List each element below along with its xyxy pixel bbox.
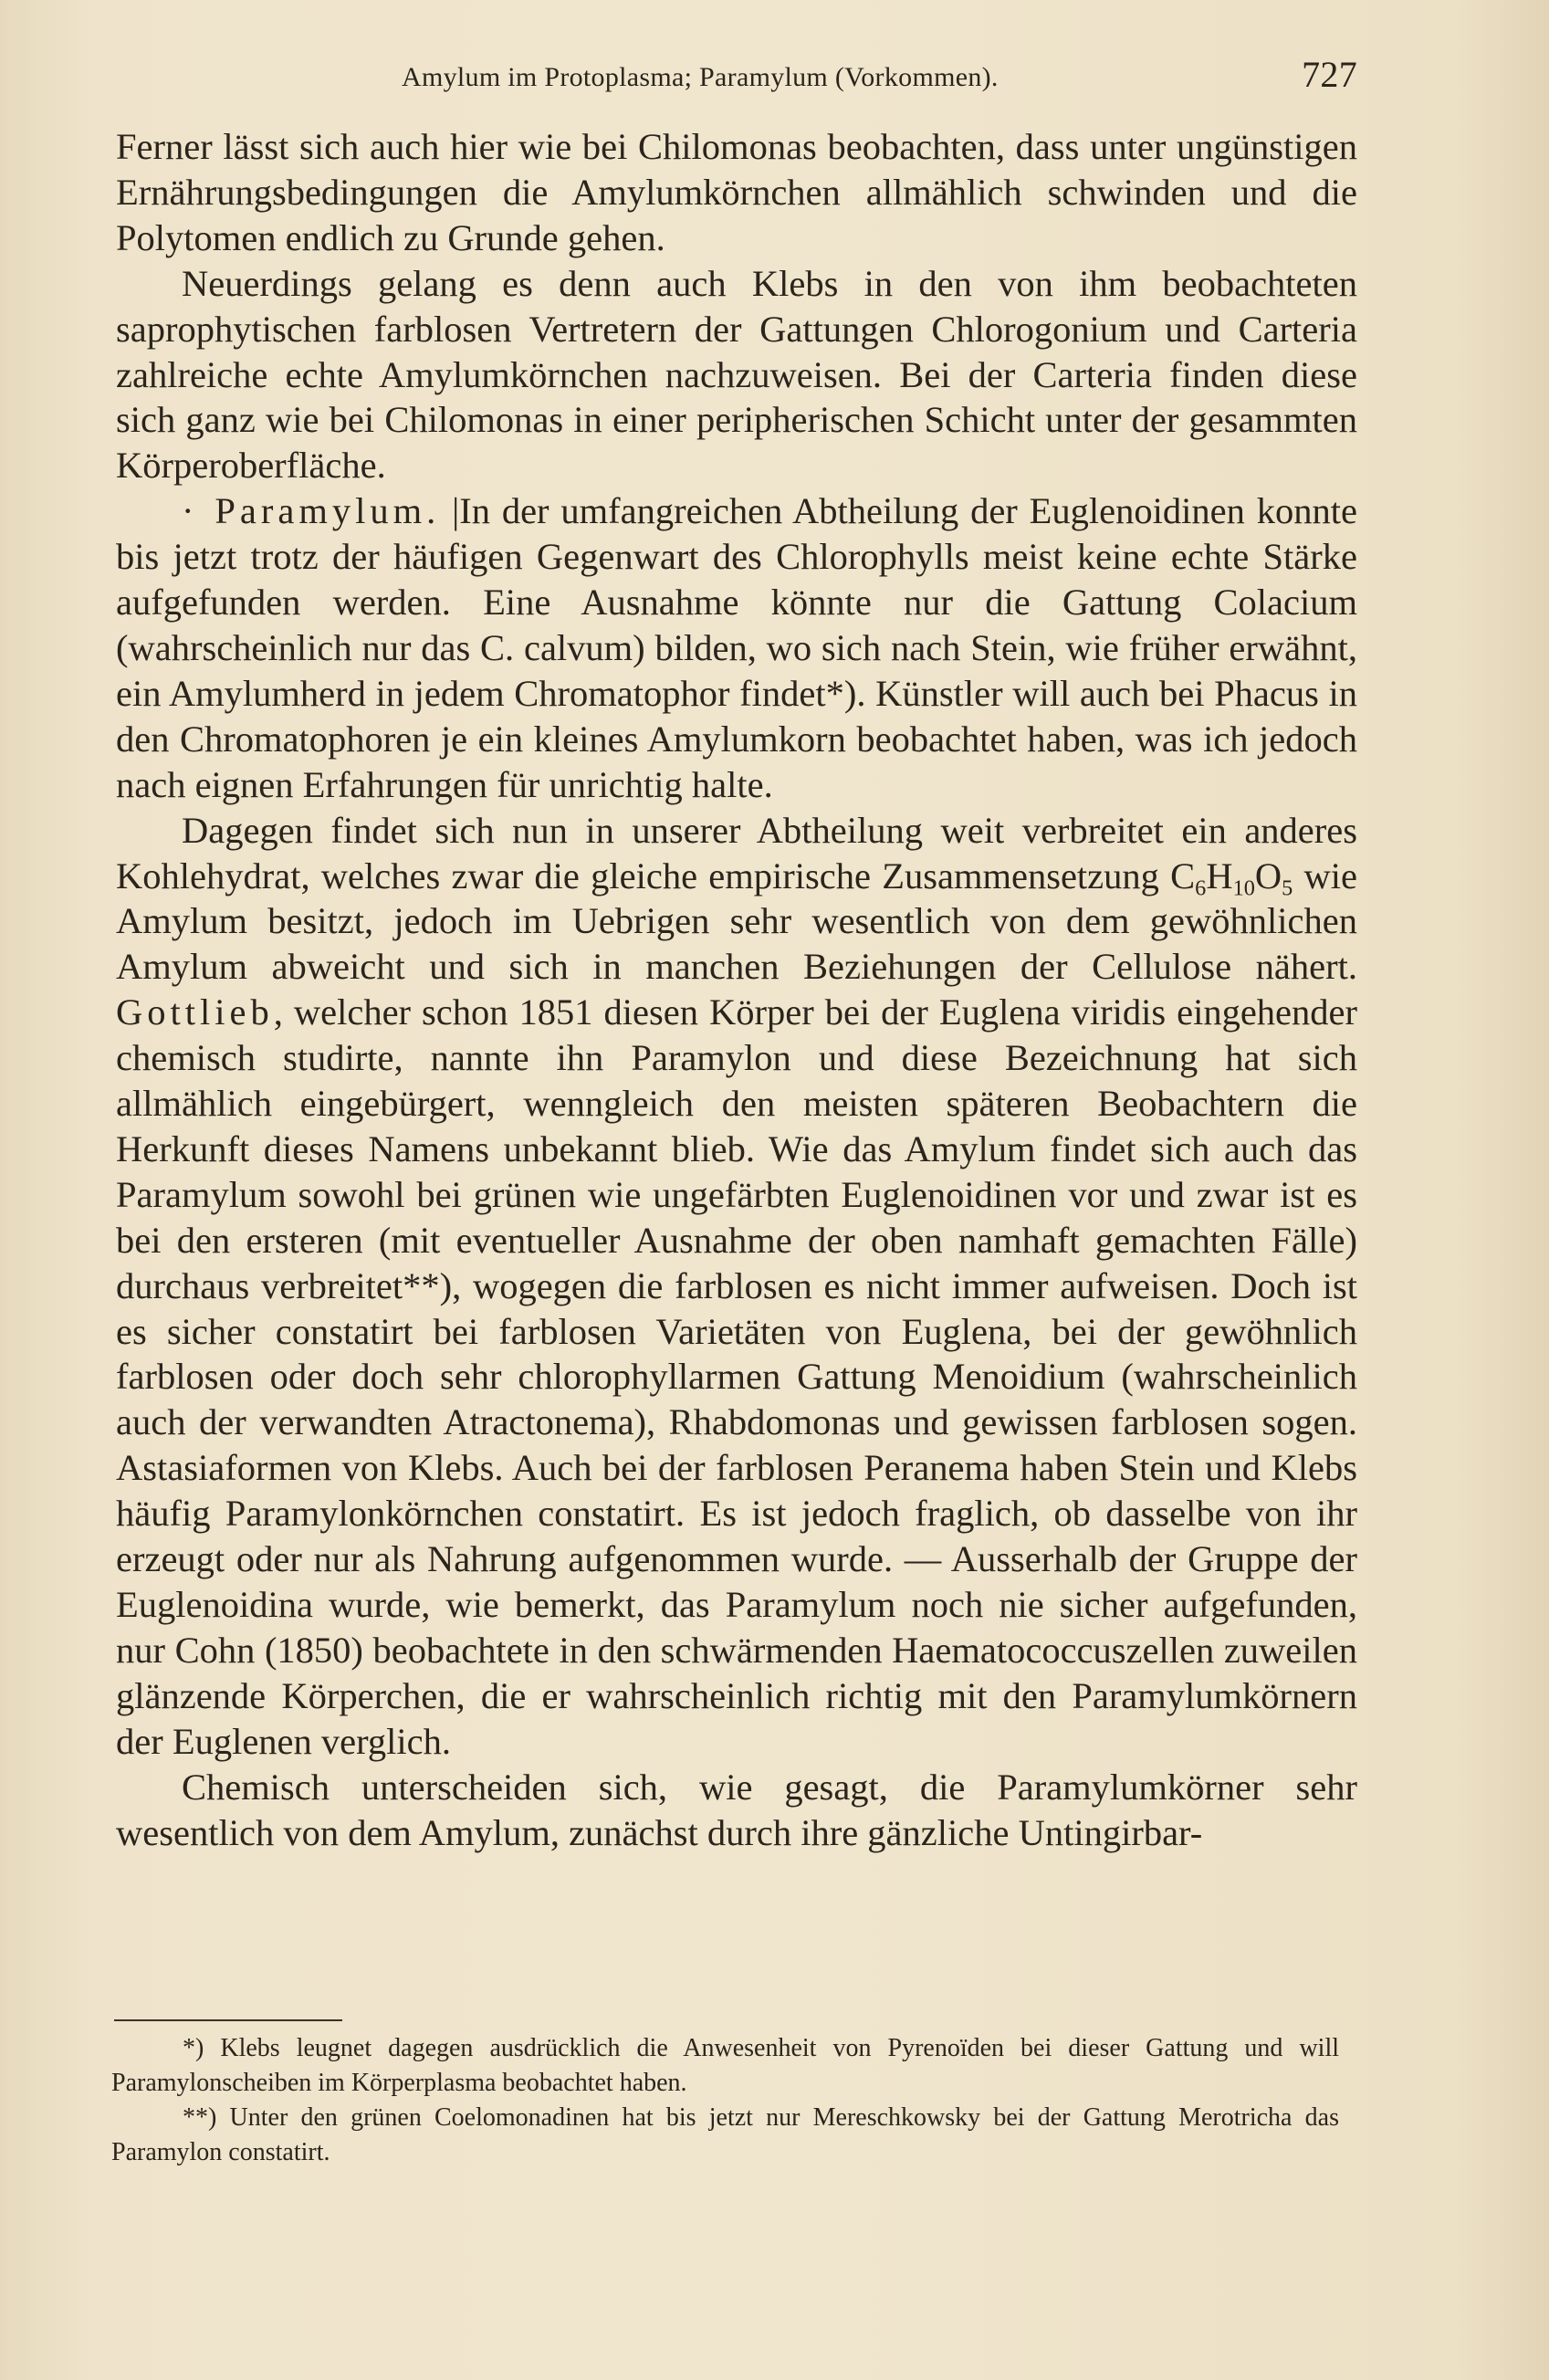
paragraph-3 [116, 488, 1357, 807]
paragraph-4 [116, 808, 1357, 1765]
body-text [116, 124, 1357, 1855]
footnote-rule [114, 2019, 342, 2021]
paragraph-1: Ferner lässt sich auch hier wie bei Chilomonas beobachten, dass unter ungünstigen Ernährungsbedingungen die Amylumkörnchen allmählich schwinden und die Polytomen endlich zu Grunde gehen. [116, 126, 1357, 258]
chemical-formula [1170, 854, 1293, 900]
formula-oxygen-count: 5 [1282, 875, 1293, 900]
paragraph-5: Chemisch unterscheiden sich, wie gesagt, die Paramylumkörner sehr wesentlich von dem Amylum, zunächst durch ihre gänzliche Untingirbar- [116, 1766, 1357, 1853]
section-heading-paramylum: · Paramylum. [182, 490, 441, 532]
paragraph-4-part-a: Dagegen findet sich nun in unserer Abtheilung weit verbreitet ein anderes Kohlehydrat, welches zwar die gleiche empirische Zusammensetzung [116, 809, 1357, 896]
paragraph-4-part-b: wie Amylum besitzt, jedoch im Uebrigen sehr wesentlich von dem gewöhnlichen Amylum abweicht und sich in manchen Beziehungen der Cellulose nähert. [116, 854, 1357, 988]
formula-hydrogen: H [1206, 854, 1233, 896]
author-name-gottlieb: Gottlieb [116, 991, 274, 1033]
footnote-1: *) Klebs leugnet dagegen ausdrücklich die Anwesenheit von Pyrenoïden bei dieser Gattung und will Paramylonscheiben im Körperplasma beobachtet haben. [111, 2034, 1339, 2097]
formula-hydrogen-count: 10 [1232, 875, 1255, 900]
paragraph-2: Neuerdings gelang es denn auch Klebs in den von ihm beobachteten saprophytischen farblosen Vertretern der Gattungen Chlorogonium und Carteria zahlreiche echte Amylumkörnchen nachzuweisen. Bei der Carteria finden diese sich ganz wie bei Chilomonas in einer peripherischen Schicht unter der gesammten Körperoberfläche. [116, 262, 1357, 487]
page-header [110, 53, 1357, 108]
formula-carbon: C [1170, 854, 1196, 896]
formula-carbon-count: 6 [1195, 875, 1207, 900]
footnotes [111, 2031, 1339, 2170]
paragraph-3-text: |In der umfangreichen Abtheilung der Euglenoidinen konnte bis jetzt trotz der häufigen Gegenwart des Chlorophylls meist keine echte Stärke aufgefunden werden. Eine Ausnahme könnte nur die Gattung Colacium (wahrscheinlich nur das C. calvum) bilden, wo sich nach Stein, wie früher erwähnt, ein Amylumherd in jedem Chromatophor findet*). Künstler will auch bei Phacus in den Chromatophoren je ein kleines Amylumkorn beobachtet haben, was ich jedoch nach eignen Erfahrungen für unrichtig halte. [116, 490, 1357, 805]
running-head: Amylum im Protoplasma; Paramylum (Vorkommen). [402, 62, 999, 92]
footnote-2: **) Unter den grünen Coelomonadinen hat bis jetzt nur Mereschkowsky bei der Gattung Merotricha das Paramylon constatirt. [111, 2103, 1339, 2166]
page-number: 727 [1302, 54, 1357, 95]
formula-oxygen: O [1254, 854, 1282, 896]
paragraph-4-part-c: , welcher schon 1851 diesen Körper bei der Euglena viridis eingehender chemisch studirte, nannte ihn Paramylon und diese Bezeichnung hat sich allmählich eingebürgert, wenngleich den meisten späteren Beobachtern die Herkunft dieses Namens unbekannt blieb. Wie das Amylum findet sich auch das Paramylum sowohl bei grünen wie ungefärbten Euglenoidinen vor und zwar ist es bei den ersteren (mit eventueller Ausnahme der oben namhaft gemachten Fälle) durchaus verbreitet**), wogegen die farblosen es nicht immer aufweisen. Doch ist es sicher constatirt bei farblosen Varietäten von Euglena, bei der gewöhnlich farblosen oder doch sehr chlorophyllarmen Gattung Menoidium (wahrscheinlich auch der verwandten Atractonema), Rhabdomonas und gewissen farblosen sogen. Astasiaformen von Klebs. Auch bei der farblosen Peranema haben Stein und Klebs häufig Paramylonkörnchen constatirt. Es ist jedoch fraglich, ob dasselbe von ihr erzeugt oder nur als Nahrung aufgenommen wurde. — Ausserhalb der Gruppe der Euglenoidina wurde, wie bemerkt, das Paramylum noch nie sicher aufgefunden, nur Cohn (1850) beobachtete in den schwärmenden Haematococcuszellen zuweilen glänzende Körperchen, die er wahrscheinlich richtig mit den Paramylumkörnern der Euglenen verglich. [116, 991, 1357, 1762]
